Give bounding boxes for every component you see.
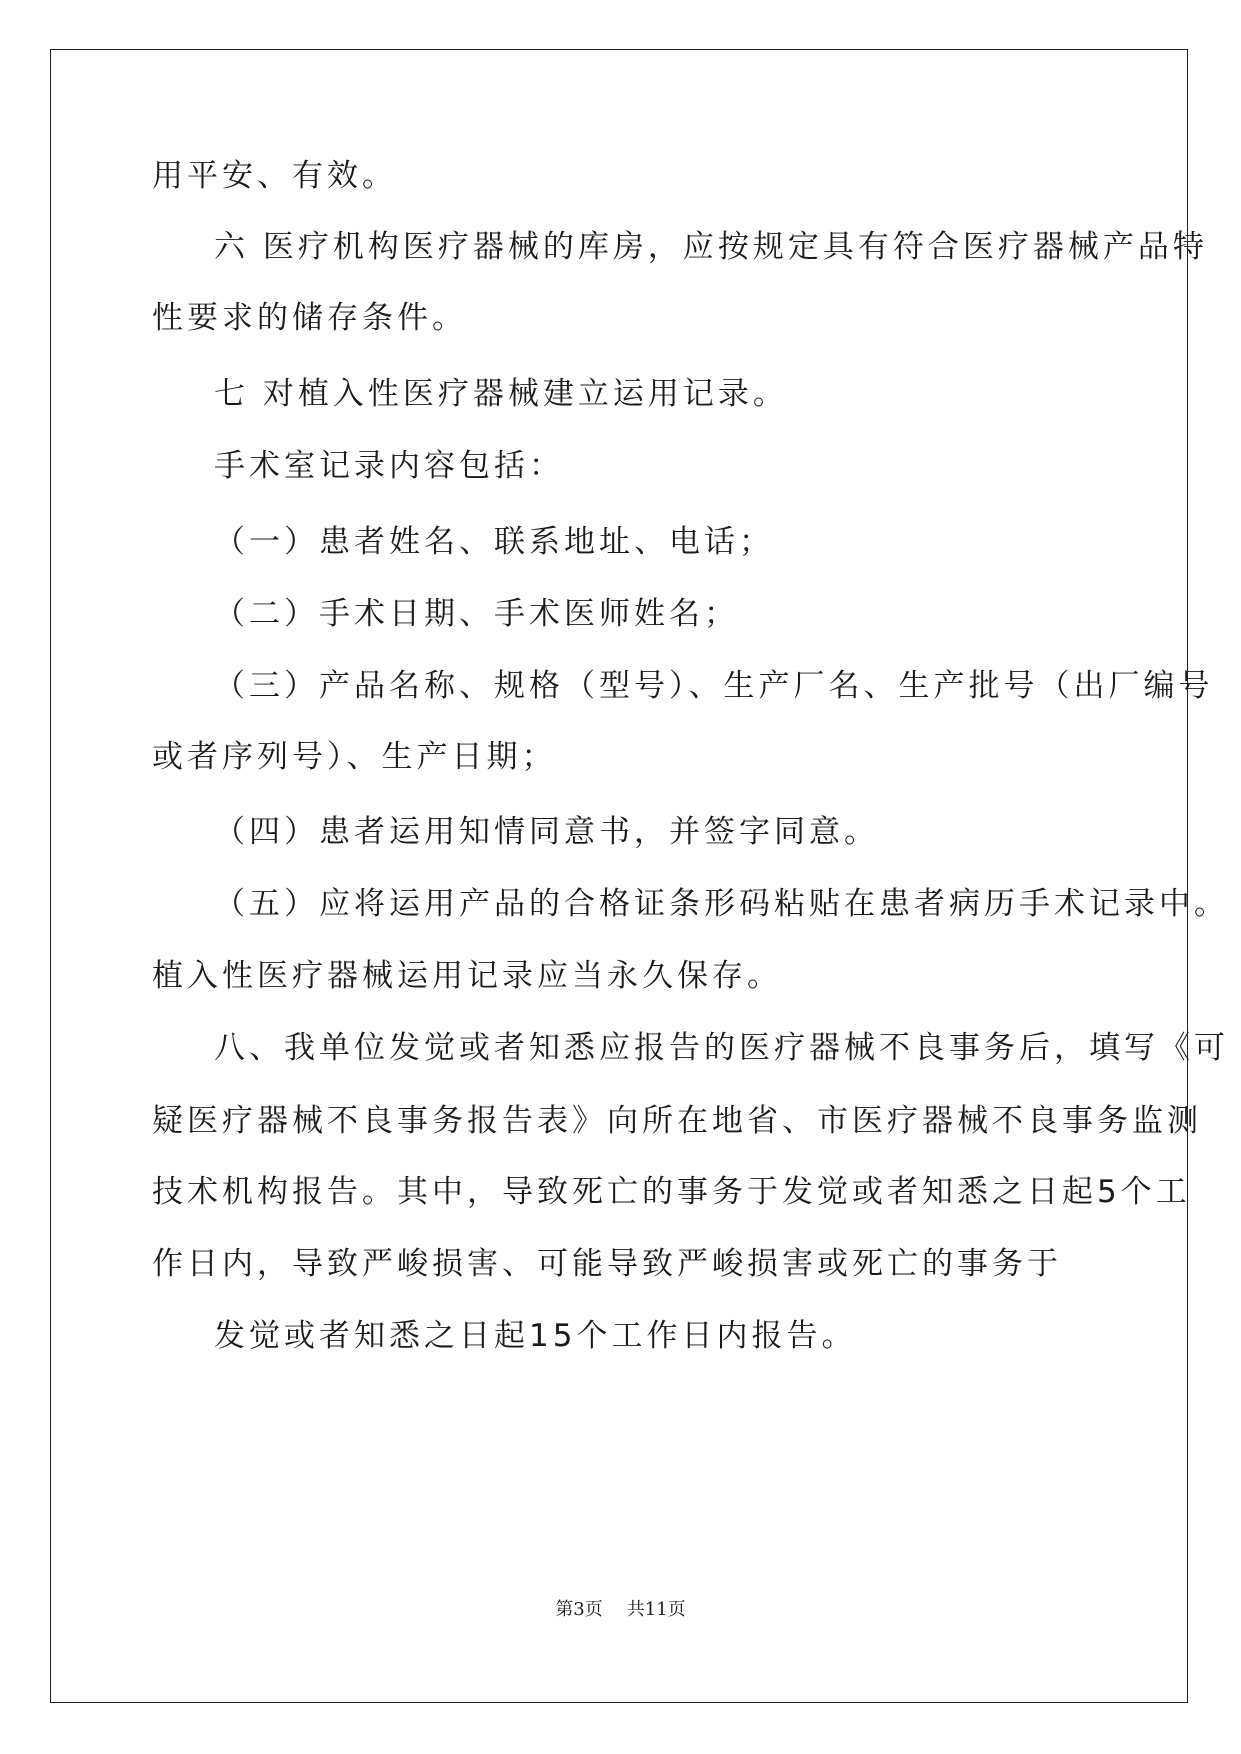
text-line: 发觉或者知悉之日起15个工作日内报告。	[214, 1318, 857, 1354]
text-line: （一）患者姓名、联系地址、电话；	[214, 524, 774, 560]
text-line: 八、我单位发觉或者知悉应报告的医疗器械不良事务后，填写《可	[214, 1030, 1229, 1066]
text-line: （四）患者运用知情同意书，并签字同意。	[214, 814, 879, 850]
text-line: （三）产品名称、规格（型号）、生产厂名、生产批号（出厂编号	[214, 668, 1214, 704]
text-line: 作日内，导致严峻损害、可能导致严峻损害或死亡的事务于	[152, 1246, 1062, 1282]
text-line: （五）应将运用产品的合格证条形码粘贴在患者病历手术记录中。	[214, 886, 1229, 922]
page-number: 第3页	[555, 1599, 603, 1620]
text-line: 技术机构报告。其中，导致死亡的事务于发觉或者知悉之日起5个工	[152, 1174, 1191, 1210]
page-total: 共11页	[626, 1599, 686, 1620]
text-line: 疑医疗器械不良事务报告表》向所在地省、市医疗器械不良事务监测	[152, 1103, 1202, 1139]
text-line: 手术室记录内容包括：	[214, 448, 564, 484]
text-line: 性要求的储存条件。	[152, 300, 467, 336]
text-line: 用平安、有效。	[152, 158, 397, 194]
text-line: 植入性医疗器械运用记录应当永久保存。	[152, 958, 782, 994]
text-line: 七 对植入性医疗器械建立运用记录。	[214, 376, 788, 412]
text-line: （二）手术日期、手术医师姓名；	[214, 596, 739, 632]
page-footer	[0, 1598, 1241, 1622]
text-line: 六 医疗机构医疗器械的库房，应按规定具有符合医疗器械产品特	[214, 229, 1208, 265]
text-line: 或者序列号）、生产日期；	[152, 739, 557, 775]
